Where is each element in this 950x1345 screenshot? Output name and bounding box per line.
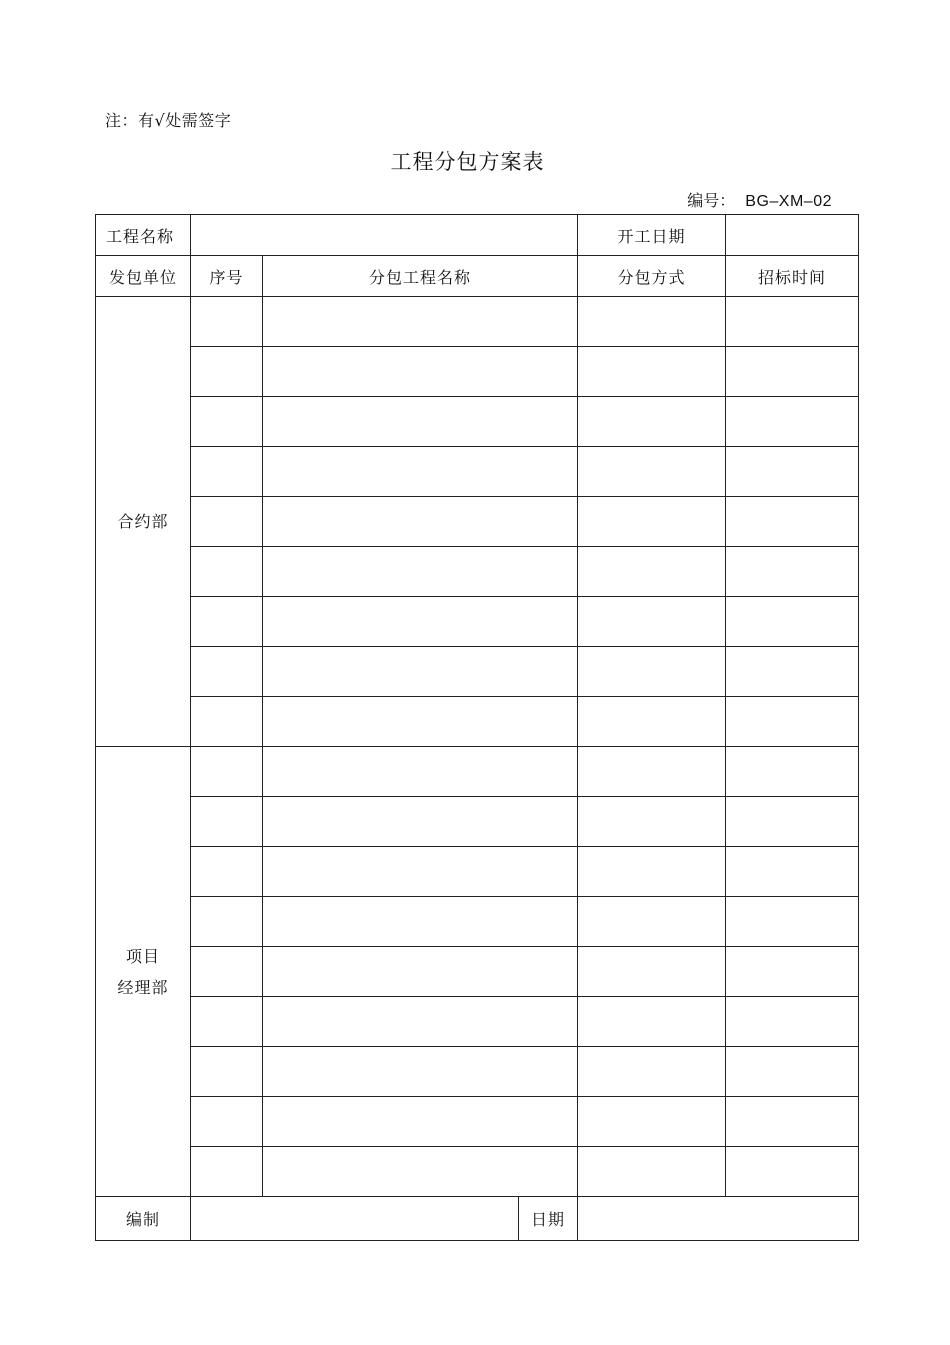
- subcontract-name-cell[interactable]: [263, 397, 578, 447]
- col-header-tender-time: 招标时间: [726, 256, 859, 297]
- col-header-serial: 序号: [191, 256, 263, 297]
- method-cell[interactable]: [578, 497, 726, 547]
- method-cell[interactable]: [578, 647, 726, 697]
- subcontract-name-cell[interactable]: [263, 447, 578, 497]
- method-cell[interactable]: [578, 847, 726, 897]
- table-row: [96, 797, 859, 847]
- table-row: [96, 897, 859, 947]
- method-cell[interactable]: [578, 547, 726, 597]
- tender-time-cell[interactable]: [726, 697, 859, 747]
- subcontract-name-cell[interactable]: [263, 847, 578, 897]
- subcontract-name-cell[interactable]: [263, 1147, 578, 1197]
- table-row: [96, 747, 859, 797]
- subcontract-table: [95, 214, 859, 1241]
- subcontract-name-cell[interactable]: [263, 297, 578, 347]
- serial-cell[interactable]: [191, 1147, 263, 1197]
- method-cell[interactable]: [578, 897, 726, 947]
- start-date-cell[interactable]: [726, 215, 859, 256]
- serial-cell[interactable]: [191, 1047, 263, 1097]
- tender-time-cell[interactable]: [726, 347, 859, 397]
- method-cell[interactable]: [578, 747, 726, 797]
- column-header-row: [96, 256, 859, 297]
- serial-cell[interactable]: [191, 297, 263, 347]
- tender-time-cell[interactable]: [726, 997, 859, 1047]
- subcontract-name-cell[interactable]: [263, 597, 578, 647]
- col-header-issuer: 发包单位: [96, 256, 191, 297]
- prepared-by-label: 编制: [96, 1197, 191, 1241]
- table-row: [96, 397, 859, 447]
- project-name-cell[interactable]: [191, 215, 578, 256]
- table-row: [96, 847, 859, 897]
- method-cell[interactable]: [578, 597, 726, 647]
- serial-cell[interactable]: [191, 397, 263, 447]
- tender-time-cell[interactable]: [726, 647, 859, 697]
- tender-time-cell[interactable]: [726, 397, 859, 447]
- document-number-label: 编号：: [687, 191, 736, 210]
- col-header-subcontract-name: 分包工程名称: [263, 256, 578, 297]
- table-row: [96, 297, 859, 347]
- form-title: 工程分包方案表: [390, 150, 545, 174]
- tender-time-cell[interactable]: [726, 897, 859, 947]
- table-row: [96, 547, 859, 597]
- issuer-group-label: [96, 297, 191, 747]
- serial-cell[interactable]: [191, 947, 263, 997]
- serial-cell[interactable]: [191, 597, 263, 647]
- subcontract-name-cell[interactable]: [263, 497, 578, 547]
- tender-time-cell[interactable]: [726, 1097, 859, 1147]
- tender-time-cell[interactable]: [726, 847, 859, 897]
- method-cell[interactable]: [578, 1047, 726, 1097]
- table-row: [96, 1147, 859, 1197]
- tender-time-cell[interactable]: [726, 547, 859, 597]
- method-cell[interactable]: [578, 797, 726, 847]
- subcontract-name-cell[interactable]: [263, 347, 578, 397]
- col-header-method: 分包方式: [578, 256, 726, 297]
- method-cell[interactable]: [578, 997, 726, 1047]
- project-info-row: [96, 215, 859, 256]
- tender-time-cell[interactable]: [726, 797, 859, 847]
- tender-time-cell[interactable]: [726, 947, 859, 997]
- subcontract-name-cell[interactable]: [263, 697, 578, 747]
- tender-time-cell[interactable]: [726, 497, 859, 547]
- serial-cell[interactable]: [191, 347, 263, 397]
- serial-cell[interactable]: [191, 897, 263, 947]
- issuer-group-label: [96, 747, 191, 1197]
- method-cell[interactable]: [578, 947, 726, 997]
- method-cell[interactable]: [578, 1147, 726, 1197]
- tender-time-cell[interactable]: [726, 1047, 859, 1097]
- document-number: [687, 188, 832, 211]
- project-name-label: 工程名称: [96, 215, 191, 256]
- serial-cell[interactable]: [191, 847, 263, 897]
- date-label: 日期: [519, 1197, 578, 1241]
- date-cell[interactable]: [578, 1197, 859, 1241]
- serial-cell[interactable]: [191, 497, 263, 547]
- method-cell[interactable]: [578, 297, 726, 347]
- subcontract-form: [95, 214, 858, 1235]
- subcontract-name-cell[interactable]: [263, 947, 578, 997]
- table-row: [96, 447, 859, 497]
- serial-cell[interactable]: [191, 997, 263, 1047]
- footer-row: [96, 1197, 859, 1241]
- subcontract-name-cell[interactable]: [263, 647, 578, 697]
- table-row: [96, 647, 859, 697]
- table-row: [96, 497, 859, 547]
- table-row: [96, 947, 859, 997]
- tender-time-cell[interactable]: [726, 297, 859, 347]
- subcontract-name-cell[interactable]: [263, 797, 578, 847]
- serial-cell[interactable]: [191, 797, 263, 847]
- table-row: [96, 697, 859, 747]
- subcontract-name-cell[interactable]: [263, 747, 578, 797]
- start-date-label: 开工日期: [578, 215, 726, 256]
- tender-time-cell[interactable]: [726, 747, 859, 797]
- tender-time-cell[interactable]: [726, 447, 859, 497]
- issuer-group-label-line1: 项目: [125, 946, 160, 966]
- table-row: [96, 597, 859, 647]
- serial-cell[interactable]: [191, 1097, 263, 1147]
- document-number-value: BG–XM–02: [745, 193, 832, 210]
- issuer-group-label-line2: 经理部: [117, 977, 169, 997]
- subcontract-name-cell[interactable]: [263, 1047, 578, 1097]
- table-row: [96, 1047, 859, 1097]
- table-row: [96, 347, 859, 397]
- serial-cell[interactable]: [191, 547, 263, 597]
- tender-time-cell[interactable]: [726, 1147, 859, 1197]
- issuer-group-label-line1: 合约部: [117, 512, 169, 531]
- serial-cell[interactable]: [191, 447, 263, 497]
- serial-cell[interactable]: [191, 697, 263, 747]
- serial-cell[interactable]: [191, 747, 263, 797]
- subcontract-name-cell[interactable]: [263, 547, 578, 597]
- method-cell[interactable]: [578, 1097, 726, 1147]
- serial-cell[interactable]: [191, 647, 263, 697]
- subcontract-name-cell[interactable]: [263, 1097, 578, 1147]
- method-cell[interactable]: [578, 397, 726, 447]
- method-cell[interactable]: [578, 697, 726, 747]
- subcontract-name-cell[interactable]: [263, 897, 578, 947]
- prepared-by-cell[interactable]: [191, 1197, 519, 1241]
- method-cell[interactable]: [578, 447, 726, 497]
- table-row: [96, 997, 859, 1047]
- table-row: [96, 1097, 859, 1147]
- tender-time-cell[interactable]: [726, 597, 859, 647]
- subcontract-name-cell[interactable]: [263, 997, 578, 1047]
- signature-note: 注：有√处需签字: [105, 111, 232, 130]
- method-cell[interactable]: [578, 347, 726, 397]
